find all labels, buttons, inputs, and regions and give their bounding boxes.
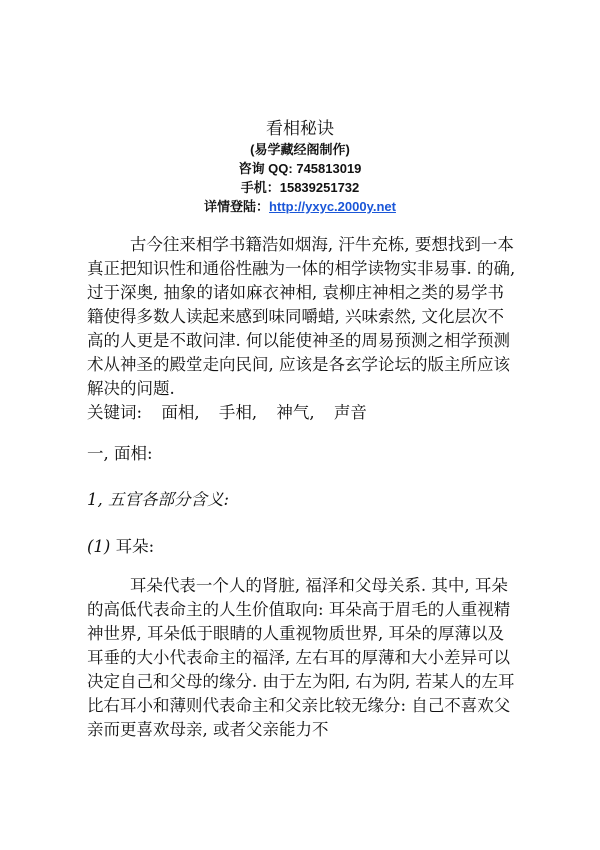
section-heading-features: 1, 五官各部分含义: [87, 490, 230, 509]
section-heading-text: 耳朵: [110, 537, 155, 556]
keywords-line [87, 401, 517, 425]
ear-paragraph: 耳朵代表一个人的肾脏, 福泽和父母关系. 其中, 耳朵的高低代表命主的人生价值取向: 耳朵高于眉毛的人重视精神世界, 耳朵低于眼睛的人重视物质世界, 耳朵的厚薄以及耳垂的大小代表命主的福泽, 左右耳的厚薄和大小差异可以决定自己和父母的缘分. 由于左为阳, 右为阴, 若某人的左耳比右耳小和薄则代表命主和父亲比较无缘分: 自己不喜欢父亲而更喜欢母亲, 或者父亲能力不 [87, 576, 515, 739]
keyword-item: 声音 [333, 403, 367, 422]
keyword-item: 面相, [161, 403, 200, 422]
section-heading-ears [87, 533, 154, 557]
keyword-item: 神气, [276, 403, 315, 422]
intro-block [87, 233, 517, 425]
publisher-note: (易学藏经阁制作) [250, 142, 350, 157]
section-number: (1) [87, 537, 111, 556]
login-label: 详情登陆： [204, 199, 270, 214]
phone-contact: 手机：15839251732 [240, 180, 360, 195]
section-heading-face: 一, 面相: [87, 444, 153, 463]
qq-contact: 咨询 QQ: 745813019 [238, 161, 362, 176]
keyword-item: 手相, [218, 403, 258, 422]
document-title: 看相秘诀 [266, 119, 334, 139]
keywords-label: 关键词: [87, 403, 143, 422]
document-header [0, 118, 600, 216]
intro-paragraph: 古今往来相学书籍浩如烟海, 汗牛充栋, 要想找到一本真正把知识性和通俗性融为一体的相学读物实非易事. 的确, 过于深奥, 抽象的诸如麻衣神相, 袁柳庄神相之类的易学书籍使得多数人读起来感到味同嚼蜡, 兴味索然, 文化层次不高的人更是不敢问津. 何以能使神圣的周易预测之相学预测术从神圣的殿堂走向民间, 应该是各玄学论坛的版主所应该解决的问题. [87, 235, 516, 398]
website-link[interactable]: http://yxyc.2000y.net [269, 199, 396, 214]
login-line [0, 197, 600, 216]
ear-block [87, 574, 517, 742]
